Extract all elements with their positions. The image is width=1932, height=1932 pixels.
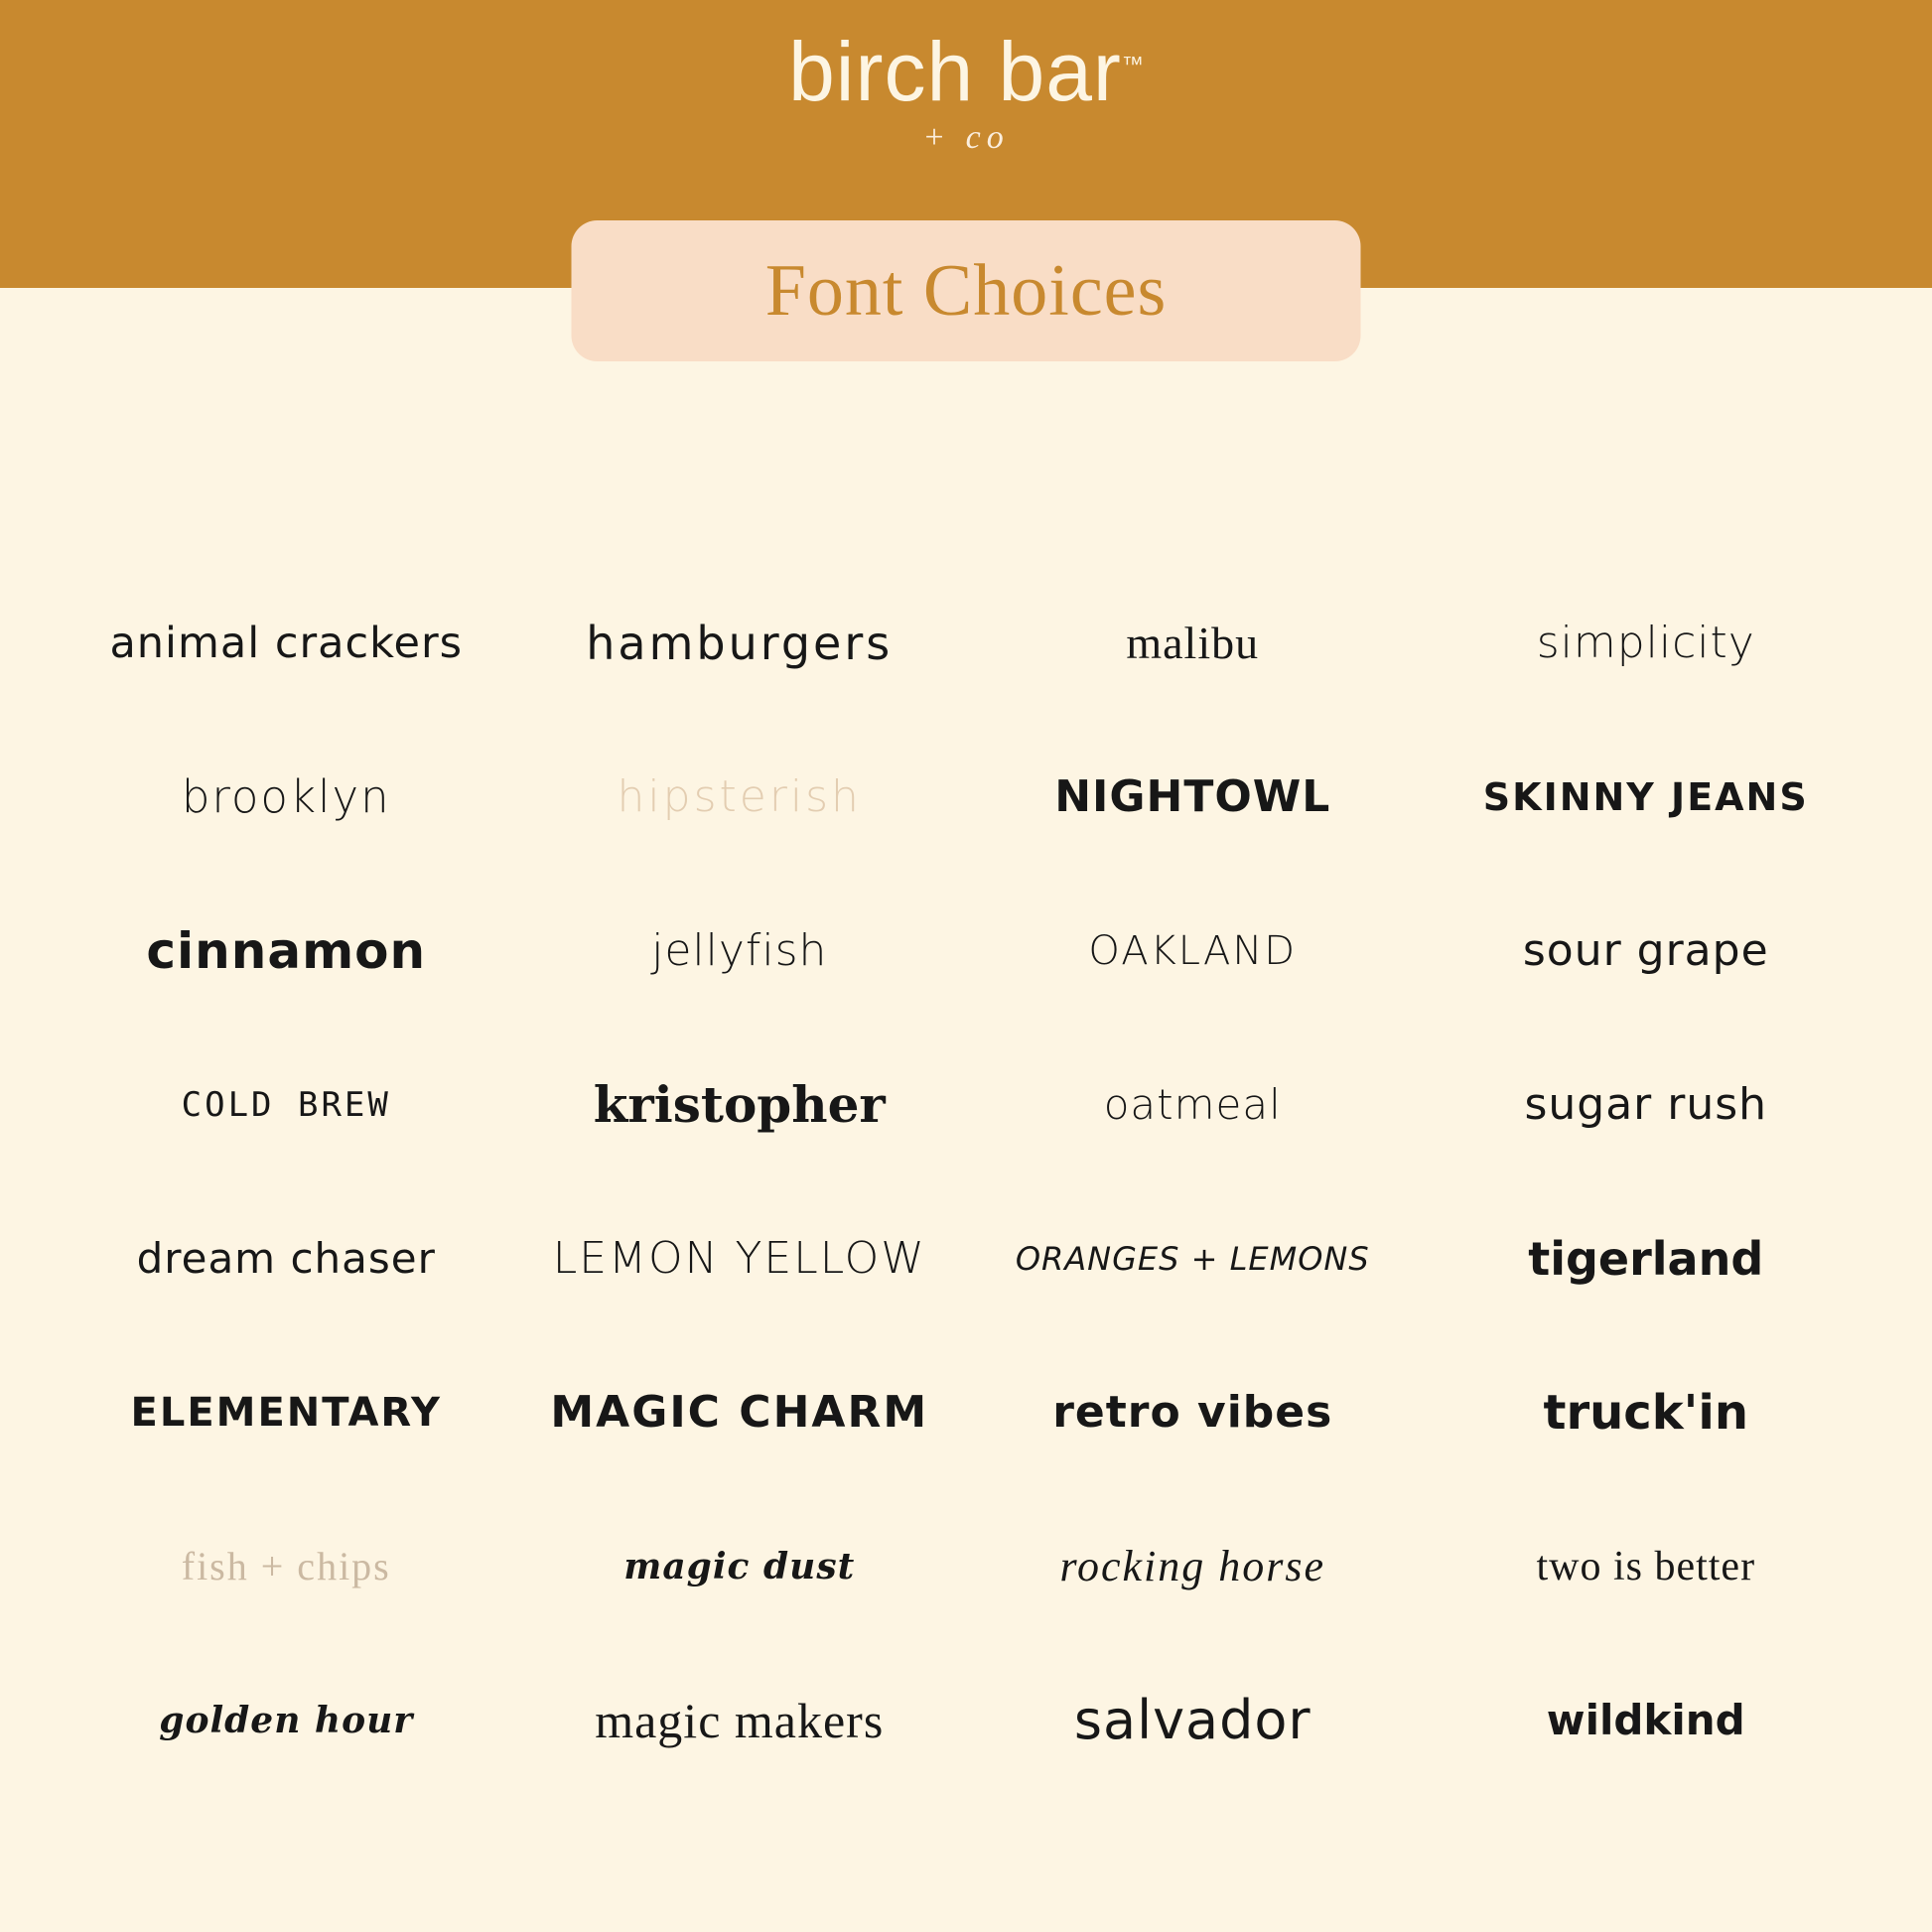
font-sample-jellyfish[interactable]: jellyfish xyxy=(651,925,828,976)
font-sample-hamburgers[interactable]: hamburgers xyxy=(586,616,894,670)
font-sample-salvador[interactable]: salvador xyxy=(1073,1689,1311,1751)
font-sample-grid xyxy=(60,566,1872,1797)
font-sample-magic-makers[interactable]: magic makers xyxy=(595,1692,885,1748)
font-sample-sour-grape[interactable]: sour grape xyxy=(1522,925,1769,976)
font-sample-dream-chaser[interactable]: dream chaser xyxy=(136,1234,436,1283)
font-sample-oatmeal[interactable]: oatmeal xyxy=(1103,1080,1282,1129)
font-sample-skinny-jeans[interactable]: SKINNY JEANS xyxy=(1482,774,1809,819)
font-sample-malibu[interactable]: malibu xyxy=(1126,618,1260,668)
font-sample-rocking-horse[interactable]: rocking horse xyxy=(1059,1542,1326,1590)
font-sample-kristopher[interactable]: kristopher xyxy=(593,1075,886,1134)
font-sample-sugar-rush[interactable]: sugar rush xyxy=(1524,1079,1768,1130)
font-sample-retro-vibes[interactable]: retro vibes xyxy=(1052,1387,1333,1438)
font-sample-truckin[interactable]: truck'in xyxy=(1543,1384,1748,1441)
page-title: Font Choices xyxy=(764,249,1168,332)
trademark-icon: ™ xyxy=(1121,52,1144,76)
font-sample-magic-charm[interactable]: MAGIC CHARM xyxy=(550,1387,929,1438)
font-sample-oakland[interactable]: OAKLAND xyxy=(1088,927,1298,974)
font-sample-brooklyn[interactable]: brooklyn xyxy=(181,770,391,823)
font-sample-oranges-lemons[interactable]: ORANGES + LEMONS xyxy=(1015,1239,1370,1278)
brand-tagline: + co xyxy=(922,119,1010,157)
font-sample-nightowl[interactable]: NIGHTOWL xyxy=(1054,771,1331,822)
brand-name-text: birch bar xyxy=(788,25,1122,118)
font-sample-fish-chips[interactable]: fish + chips xyxy=(181,1544,391,1588)
brand-lockup xyxy=(0,25,1932,157)
font-sample-cold-brew[interactable]: COLD BREW xyxy=(181,1084,391,1125)
font-sample-hipsterish[interactable]: hipsterish xyxy=(617,771,862,822)
font-sample-elementary[interactable]: ELEMENTARY xyxy=(130,1389,442,1436)
font-sample-two-is-better[interactable]: two is better xyxy=(1536,1543,1756,1589)
font-sample-tigerland[interactable]: tigerland xyxy=(1528,1231,1764,1286)
font-sample-animal-crackers[interactable]: animal crackers xyxy=(109,618,464,668)
font-sample-wildkind[interactable]: wildkind xyxy=(1546,1696,1745,1744)
font-sample-magic-dust[interactable]: magic dust xyxy=(623,1545,856,1587)
font-sample-cinnamon[interactable]: cinnamon xyxy=(146,921,427,980)
brand-name xyxy=(788,25,1144,118)
page-title-card xyxy=(572,220,1361,361)
font-sample-simplicity[interactable]: simplicity xyxy=(1536,618,1755,668)
font-sample-lemon-yellow[interactable]: LEMON YELLOW xyxy=(552,1233,926,1284)
font-sample-golden-hour[interactable]: golden hour xyxy=(159,1699,414,1741)
